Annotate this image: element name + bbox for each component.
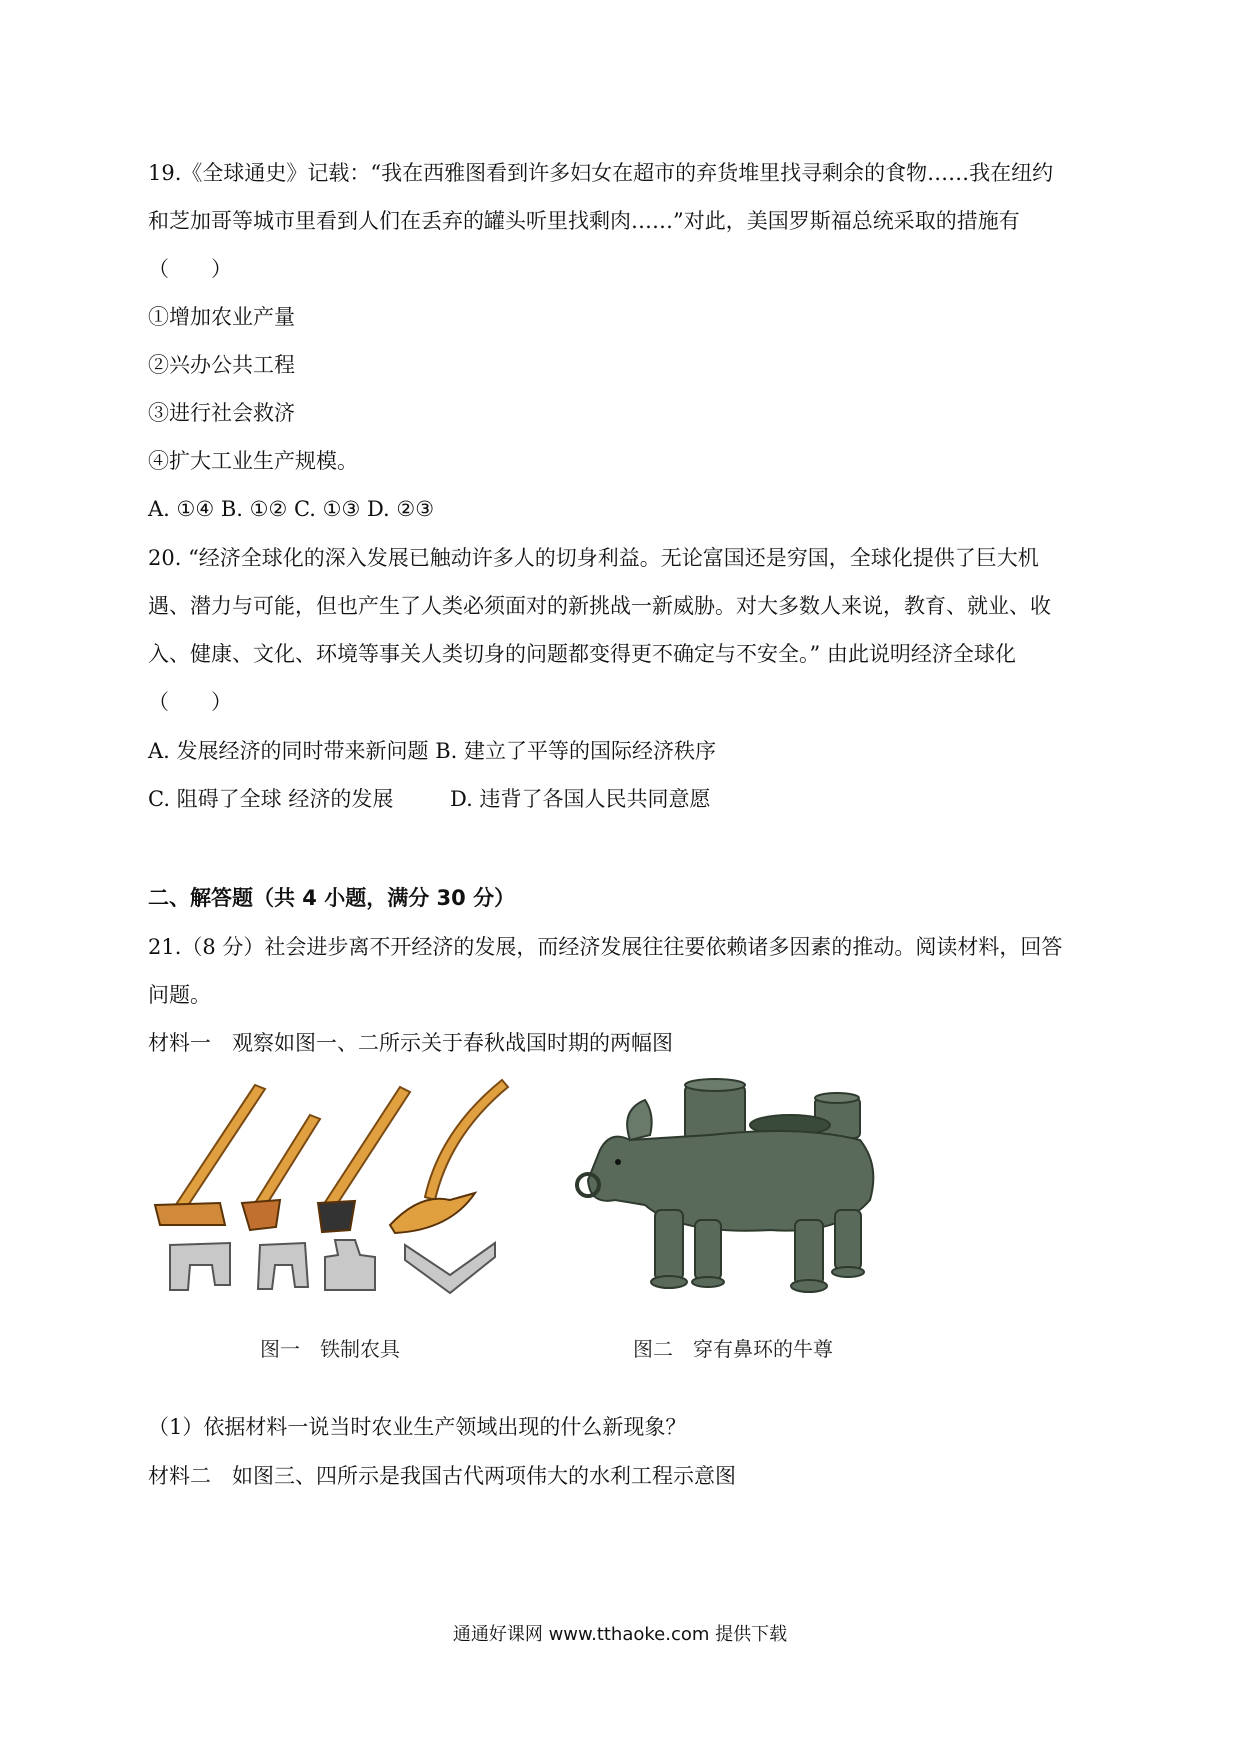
section-title: 二、解答题（共 4 小题，满分 30 分） <box>148 886 516 910</box>
iron-farm-tools-figure <box>150 1075 510 1305</box>
material-two-label: 材料二 如图三、四所示是我国古代两项伟大的水利工程示意图 <box>148 1464 736 1488</box>
q20-option-d: D. 违背了各国人民共同意愿 <box>450 787 711 811</box>
figure-one-caption: 图一 铁制农具 <box>260 1337 400 1361</box>
q20-line2: 遇、潜力与可能，但也产生了人类必须面对的新挑战一新威胁。对大多数人来说，教育、就业、收 <box>148 594 1051 618</box>
q19-line1: 19.《全球通史》记载：“我在西雅图看到许多妇女在超市的弃货堆里找寻剩余的食物……我在纽约 <box>148 161 1054 185</box>
q19-line2: 和芝加哥等城市里看到人们在丢弃的罐头听里找剩肉……”对此，美国罗斯福总统采取的措施有 <box>148 209 1020 233</box>
q19-options: A. ①④ B. ①② C. ①③ D. ②③ <box>148 497 435 521</box>
ox-zun-figure <box>570 1070 890 1310</box>
q20-blank: （ ） <box>148 690 232 714</box>
material-one-label: 材料一 观察如图一、二所示关于春秋战国时期的两幅图 <box>148 1031 673 1055</box>
q19-item-1: ①增加农业产量 <box>148 305 295 329</box>
q21-line2: 问题。 <box>148 983 211 1007</box>
q19-item-3: ③进行社会救济 <box>148 401 295 425</box>
q19-blank: （ ） <box>148 257 232 281</box>
figure-two-caption: 图二 穿有鼻环的牛尊 <box>633 1337 833 1361</box>
sub-question-1: （1）依据材料一说当时农业生产领域出现的什么新现象？ <box>148 1415 687 1439</box>
q19-item-4: ④扩大工业生产规模。 <box>148 449 358 473</box>
q20-line3: 入、健康、文化、环境等事关人类切身的问题都变得更不确定与不安全。” 由此说明经济全球化 <box>148 642 1016 666</box>
q20-option-c: C. 阻碍了全球 经济的发展 <box>148 787 394 811</box>
q19-item-2: ②兴办公共工程 <box>148 353 295 377</box>
page-footer: 通通好课网 www.tthaoke.com 提供下载 <box>452 1624 788 1645</box>
q20-option-a-b: A. 发展经济的同时带来新问题 B. 建立了平等的国际经济秩序 <box>148 739 716 763</box>
q21-line1: 21.（8 分）社会进步离不开经济的发展，而经济发展往往要依赖诸多因素的推动。阅读材料，回答 <box>148 935 1063 959</box>
q20-line1: 20. “经济全球化的深入发展已触动许多人的切身利益。无论富国还是穷国，全球化提供了巨大机 <box>148 546 1039 570</box>
